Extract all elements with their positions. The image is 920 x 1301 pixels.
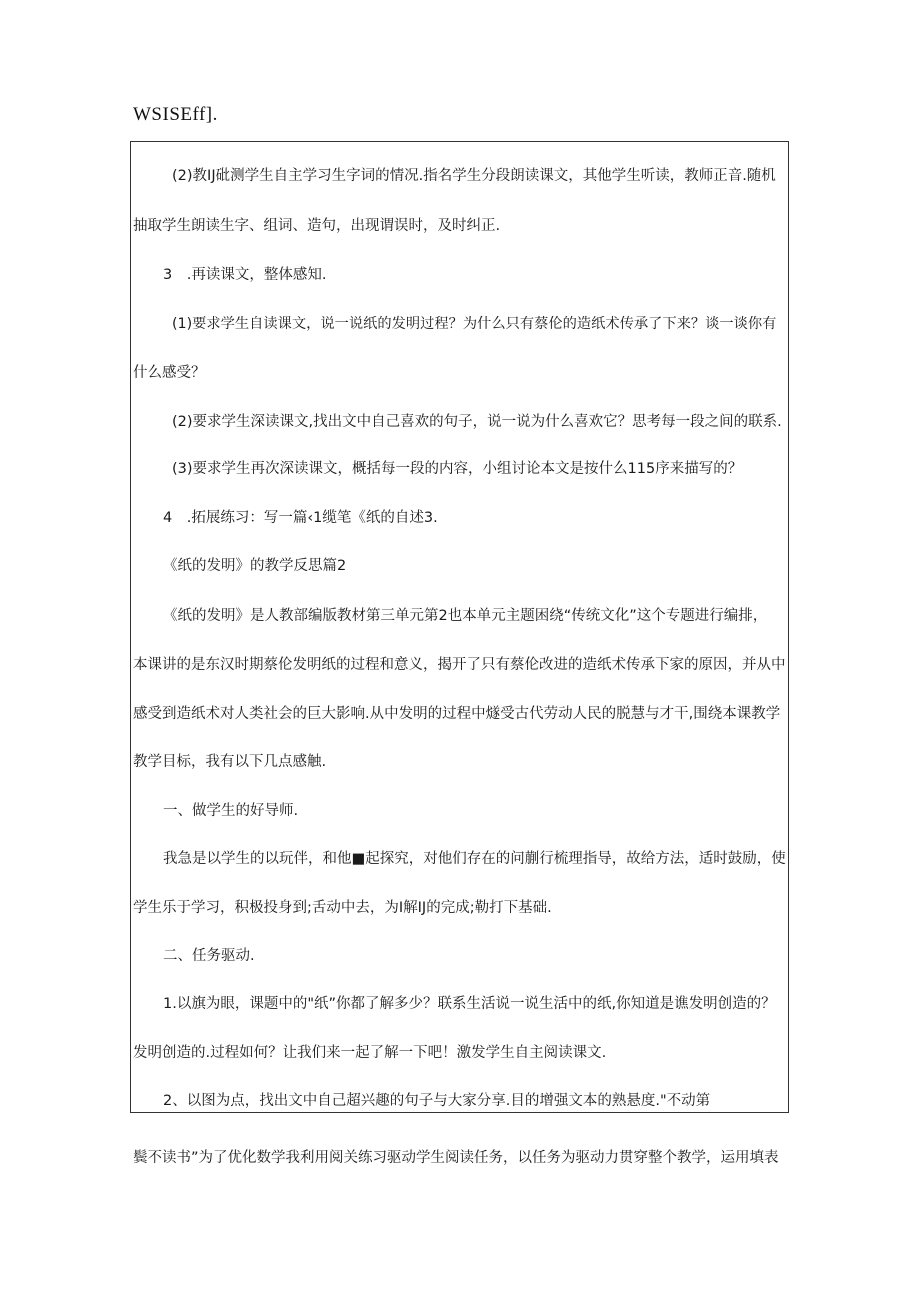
paragraph-line: 教学目标，我有以下几点感触. <box>133 754 327 770</box>
paragraph-line: 学生乐于学习，积极投身到;舌动中去，为I解IJ的完成;勒打下基础. <box>133 900 552 916</box>
header-text: WSISEff]. <box>133 104 218 125</box>
paragraph-line: 抽取学生朗读生字、组词、造句，出现谓误时，及时纠正. <box>133 218 501 234</box>
paragraph-line: (2)要求学生深读课文,找出文中自己喜欢的句子，说一说为什么喜欢它？思考每一段之间的联系. <box>172 414 782 430</box>
paragraph-line: 1.以旗为眼，课题中的"纸”你都了解多少？联系生活说一说生活中的纸,你知道是谯发明创造的？ <box>163 996 776 1012</box>
paragraph-line: (3)要求学生再次深读课文，概括每一段的内容，小组讨论本文是按什么115序来描写的？ <box>172 461 743 477</box>
paragraph-line: 我急是以学生的以玩伴，和他■起探究，对他们存在的问蒯行梳理指导，故给方法，适时鼓励，使 <box>163 851 786 867</box>
paragraph-line: 本课讲的是东汉时期蔡伦发明纸的过程和意义，揭开了只有蔡伦改进的造纸术传承下家的原因，并从中 <box>133 657 786 673</box>
paragraph-line: 3 .再读课文，整体感知. <box>163 267 327 283</box>
paragraph-line: 感受到造纸术对人类社会的巨大影响.从中发明的过程中燧受古代劳动人民的脱慧与才干,围绕本课教学 <box>133 706 781 722</box>
paragraph-line: 《纸的发明》是人教部编版教材第三单元第2也本单元主题困绕“传统文化”这个专题进行编排， <box>163 608 768 624</box>
paragraph-line: 发明创造的.过程如何？让我们来一起了解一下吧！激发学生自主阅读课文. <box>133 1045 607 1061</box>
paragraph-line: 什么感受？ <box>133 365 206 381</box>
paragraph-line: 2、以图为点，找出文中自己超兴趣的句子与大家分享.目的增强文本的熟悬度."不动第 <box>163 1093 711 1109</box>
footer-text: 鬓不读书”为了优化数学我利用阅关练习驱动学生阅读任务，以任务为驱动力贯穿整个教学，运用填表 <box>133 1150 779 1166</box>
paragraph-line: (2)教IJ砒测学生自主学习生字词的情况.指名学生分段朗读课文，其他学生听读，教师正音.随机 <box>172 168 776 184</box>
paragraph-line: 4 .拓展练习：写一篇‹1缆笔《纸的自述3. <box>163 510 438 526</box>
paragraph-line: (1)要求学生自读课文，说一说纸的发明过程？为什么只有蔡伦的造纸术传承了下来？谈一谈你有 <box>172 316 777 332</box>
section-heading: 一、做学生的好导师. <box>163 803 299 819</box>
section-heading: 二、任务驱动. <box>163 948 255 964</box>
content-box <box>130 141 789 1113</box>
section-title: 《纸的发明》的教学反思篇2 <box>163 558 347 574</box>
